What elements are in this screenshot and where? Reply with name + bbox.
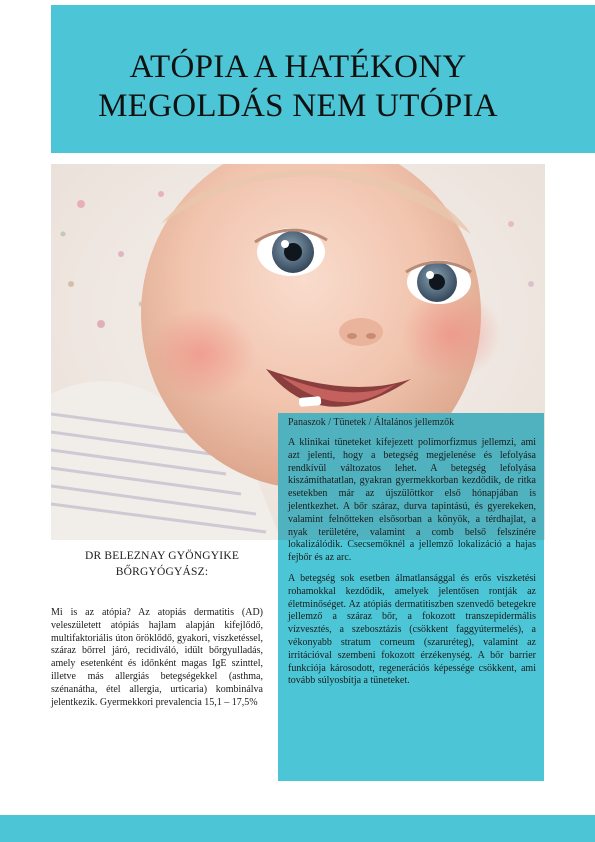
author-role: BŐRGYÓGYÁSZ: xyxy=(115,565,209,578)
symptoms-paragraph-2: A betegség sok esetben álmatlansággal és erős viszketési rohamokkal kezdődik, amelyek jelentősen rontják az életminőséget. Az atópiás dermatitiszben szenvedő betegekre jellemző a száraz bőr, a fokozott transzepidermális vízvesztés, a szebosztázis (csökkent faggyútermelés), a vékonyabb stratum corneum (szaruréteg), valamint az irritációval szembeni fokozott érzékenység. A bőr barrier funkciója károsodott, regenerációs képessége csökkent, ami tovább súlyosbítja a tüneteket. xyxy=(288,572,536,687)
symptoms-heading: Panaszok / Tünetek / Általános jellemzők xyxy=(288,417,455,428)
author-block xyxy=(51,549,273,580)
title-line-1: ATÓPIA A HATÉKONY xyxy=(129,49,467,85)
intro-paragraph: Mi is az atópia? Az atopiás dermatitis (AD) veleszületett atópiás hajlam alapján kifejlődő, multifaktoriális úton öröklődő, gyakori, viszketéssel, száraz bőrrel járó, recidiváló, idült bőrgyulladás, amely esetenként és időnként magas IgE szinttel, illetve más allergiás betegségekkel (asthma, szénanátha, étel allergia, urticaria) kombinálva jelentkezik. Gyermekkori prevalencia 15,1 – 17,5% xyxy=(51,607,263,708)
footer-band xyxy=(0,815,595,842)
page-title xyxy=(51,48,545,126)
symptoms-paragraph-1: A klinikai tüneteket kifejezett polimorfizmus jellemzi, ami azt jelenti, hogy a betegség megjelenése és lefolyása rendkívül változatos lehet. A betegség lefolyása kiszámíthatatlan, gyakran gyermekkorban kezdődik, de ritka esetekben már az újszülöttkor első hónapjában is jelentkezhet. A bőr száraz, durva tapintású, és gyerekeken, valamint felnőtteken elsősorban a könyök, a térdhajlat, a nyak területére, valamint a comb belső felszínére lokalizálódik. Csecsemőknél a jellemző lokalizáció a hajas fejbőr és az arc. xyxy=(288,437,536,564)
title-line-2: MEGOLDÁS NEM UTÓPIA xyxy=(98,88,498,124)
symptoms-text xyxy=(288,417,536,696)
author-name: DR BELEZNAY GYÖNGYIKE xyxy=(84,550,240,562)
